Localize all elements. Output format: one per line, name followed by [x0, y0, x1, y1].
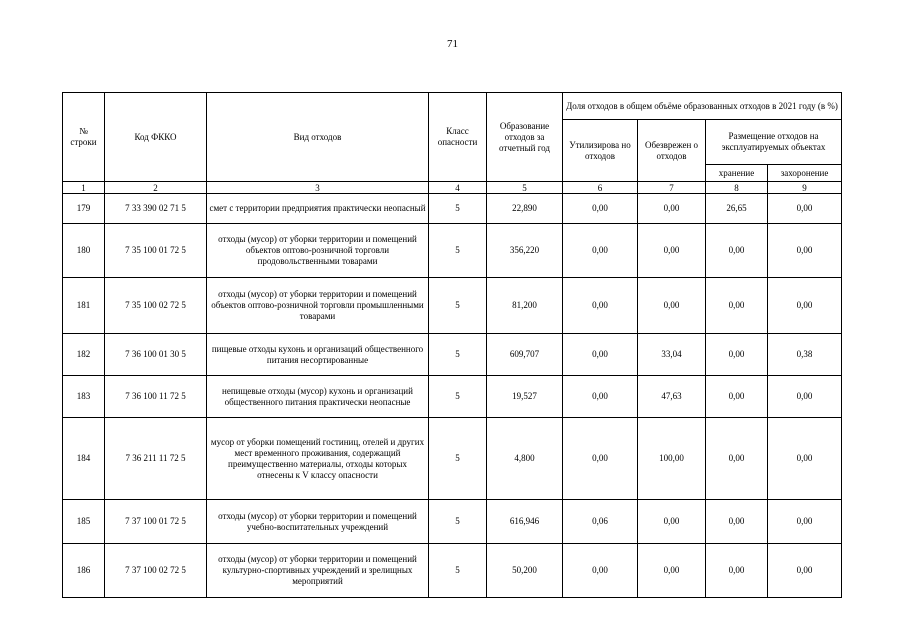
header-placement-group: Размещение отходов на эксплуатируемых объектах: [706, 120, 842, 165]
burial-share: 0,00: [768, 194, 842, 224]
hazard-class: 5: [429, 194, 487, 224]
waste-table: [62, 92, 842, 598]
table-row: [63, 544, 842, 598]
waste-kind: отходы (мусор) от уборки территории и помещений объектов оптово-розничной торговли продовольственными товарами: [207, 224, 429, 278]
fkko-code: 7 33 390 02 71 5: [105, 194, 207, 224]
header-kind: Вид отходов: [207, 93, 429, 182]
generated-amount: 81,200: [487, 278, 563, 334]
column-number-row: [63, 182, 842, 194]
header-storage: хранение: [706, 165, 768, 182]
header-burial: захоронение: [768, 165, 842, 182]
waste-kind: мусор от уборки помещений гостиниц, отелей и других мест временного проживания, содержащий преимущественно материалы, отходы которых отнесены к V классу опасности: [207, 418, 429, 500]
row-no: 183: [63, 376, 105, 418]
fkko-code: 7 36 211 11 72 5: [105, 418, 207, 500]
burial-share: 0,00: [768, 224, 842, 278]
waste-kind: пищевые отходы кухонь и организаций общественного питания несортированные: [207, 334, 429, 376]
generated-amount: 22,890: [487, 194, 563, 224]
storage-share: 0,00: [706, 334, 768, 376]
column-number: 9: [768, 182, 842, 194]
row-no: 180: [63, 224, 105, 278]
hazard-class: 5: [429, 500, 487, 544]
row-no: 184: [63, 418, 105, 500]
generated-amount: 356,220: [487, 224, 563, 278]
column-number: 1: [63, 182, 105, 194]
table-row: [63, 278, 842, 334]
header-utilized: Утилизирова но отходов: [563, 120, 638, 182]
storage-share: 0,00: [706, 544, 768, 598]
utilized-share: 0,00: [563, 224, 638, 278]
header-neutralized: Обезврежен о отходов: [638, 120, 706, 182]
column-number: 3: [207, 182, 429, 194]
hazard-class: 5: [429, 334, 487, 376]
generated-amount: 4,800: [487, 418, 563, 500]
utilized-share: 0,00: [563, 418, 638, 500]
generated-amount: 616,946: [487, 500, 563, 544]
row-no: 181: [63, 278, 105, 334]
burial-share: 0,00: [768, 544, 842, 598]
burial-share: 0,00: [768, 500, 842, 544]
hazard-class: 5: [429, 376, 487, 418]
row-no: 182: [63, 334, 105, 376]
neutralized-share: 0,00: [638, 224, 706, 278]
fkko-code: 7 36 100 01 30 5: [105, 334, 207, 376]
page-number: 71: [447, 38, 458, 50]
table-row: [63, 376, 842, 418]
waste-kind: непищевые отходы (мусор) кухонь и организаций общественного питания практически неопасные: [207, 376, 429, 418]
table-row: [63, 418, 842, 500]
column-number: 7: [638, 182, 706, 194]
generated-amount: 50,200: [487, 544, 563, 598]
table-row: [63, 194, 842, 224]
fkko-code: 7 36 100 11 72 5: [105, 376, 207, 418]
header-generated: Образование отходов за отчетный год: [487, 93, 563, 182]
burial-share: 0,00: [768, 278, 842, 334]
column-number: 6: [563, 182, 638, 194]
fkko-code: 7 35 100 02 72 5: [105, 278, 207, 334]
hazard-class: 5: [429, 278, 487, 334]
utilized-share: 0,00: [563, 544, 638, 598]
table-row: [63, 334, 842, 376]
burial-share: 0,38: [768, 334, 842, 376]
column-number: 2: [105, 182, 207, 194]
burial-share: 0,00: [768, 376, 842, 418]
neutralized-share: 33,04: [638, 334, 706, 376]
waste-kind: смет с территории предприятия практически неопасный: [207, 194, 429, 224]
fkko-code: 7 37 100 01 72 5: [105, 500, 207, 544]
burial-share: 0,00: [768, 418, 842, 500]
storage-share: 0,00: [706, 376, 768, 418]
column-number: 5: [487, 182, 563, 194]
generated-amount: 19,527: [487, 376, 563, 418]
header-hazard-class: Класс опасности: [429, 93, 487, 182]
utilized-share: 0,00: [563, 334, 638, 376]
waste-kind: отходы (мусор) от уборки территории и помещений культурно-спортивных учреждений и зрелищных мероприятий: [207, 544, 429, 598]
waste-kind: отходы (мусор) от уборки территории и помещений учебно-воспитательных учреждений: [207, 500, 429, 544]
utilized-share: 0,06: [563, 500, 638, 544]
hazard-class: 5: [429, 544, 487, 598]
row-no: 185: [63, 500, 105, 544]
column-number: 8: [706, 182, 768, 194]
table-row: [63, 224, 842, 278]
row-no: 186: [63, 544, 105, 598]
header-fkko: Код ФККО: [105, 93, 207, 182]
neutralized-share: 100,00: [638, 418, 706, 500]
storage-share: 0,00: [706, 500, 768, 544]
hazard-class: 5: [429, 418, 487, 500]
neutralized-share: 0,00: [638, 544, 706, 598]
fkko-code: 7 35 100 01 72 5: [105, 224, 207, 278]
neutralized-share: 0,00: [638, 500, 706, 544]
neutralized-share: 47,63: [638, 376, 706, 418]
waste-kind: отходы (мусор) от уборки территории и помещений объектов оптово-розничной торговли промышленными товарами: [207, 278, 429, 334]
utilized-share: 0,00: [563, 376, 638, 418]
header-row-no: № строки: [63, 93, 105, 182]
utilized-share: 0,00: [563, 194, 638, 224]
storage-share: 0,00: [706, 224, 768, 278]
neutralized-share: 0,00: [638, 194, 706, 224]
utilized-share: 0,00: [563, 278, 638, 334]
neutralized-share: 0,00: [638, 278, 706, 334]
table-row: [63, 500, 842, 544]
row-no: 179: [63, 194, 105, 224]
storage-share: 0,00: [706, 278, 768, 334]
header-share-group: Доля отходов в общем объёме образованных отходов в 2021 году (в %): [563, 93, 842, 120]
fkko-code: 7 37 100 02 72 5: [105, 544, 207, 598]
storage-share: 26,65: [706, 194, 768, 224]
generated-amount: 609,707: [487, 334, 563, 376]
column-number: 4: [429, 182, 487, 194]
storage-share: 0,00: [706, 418, 768, 500]
hazard-class: 5: [429, 224, 487, 278]
